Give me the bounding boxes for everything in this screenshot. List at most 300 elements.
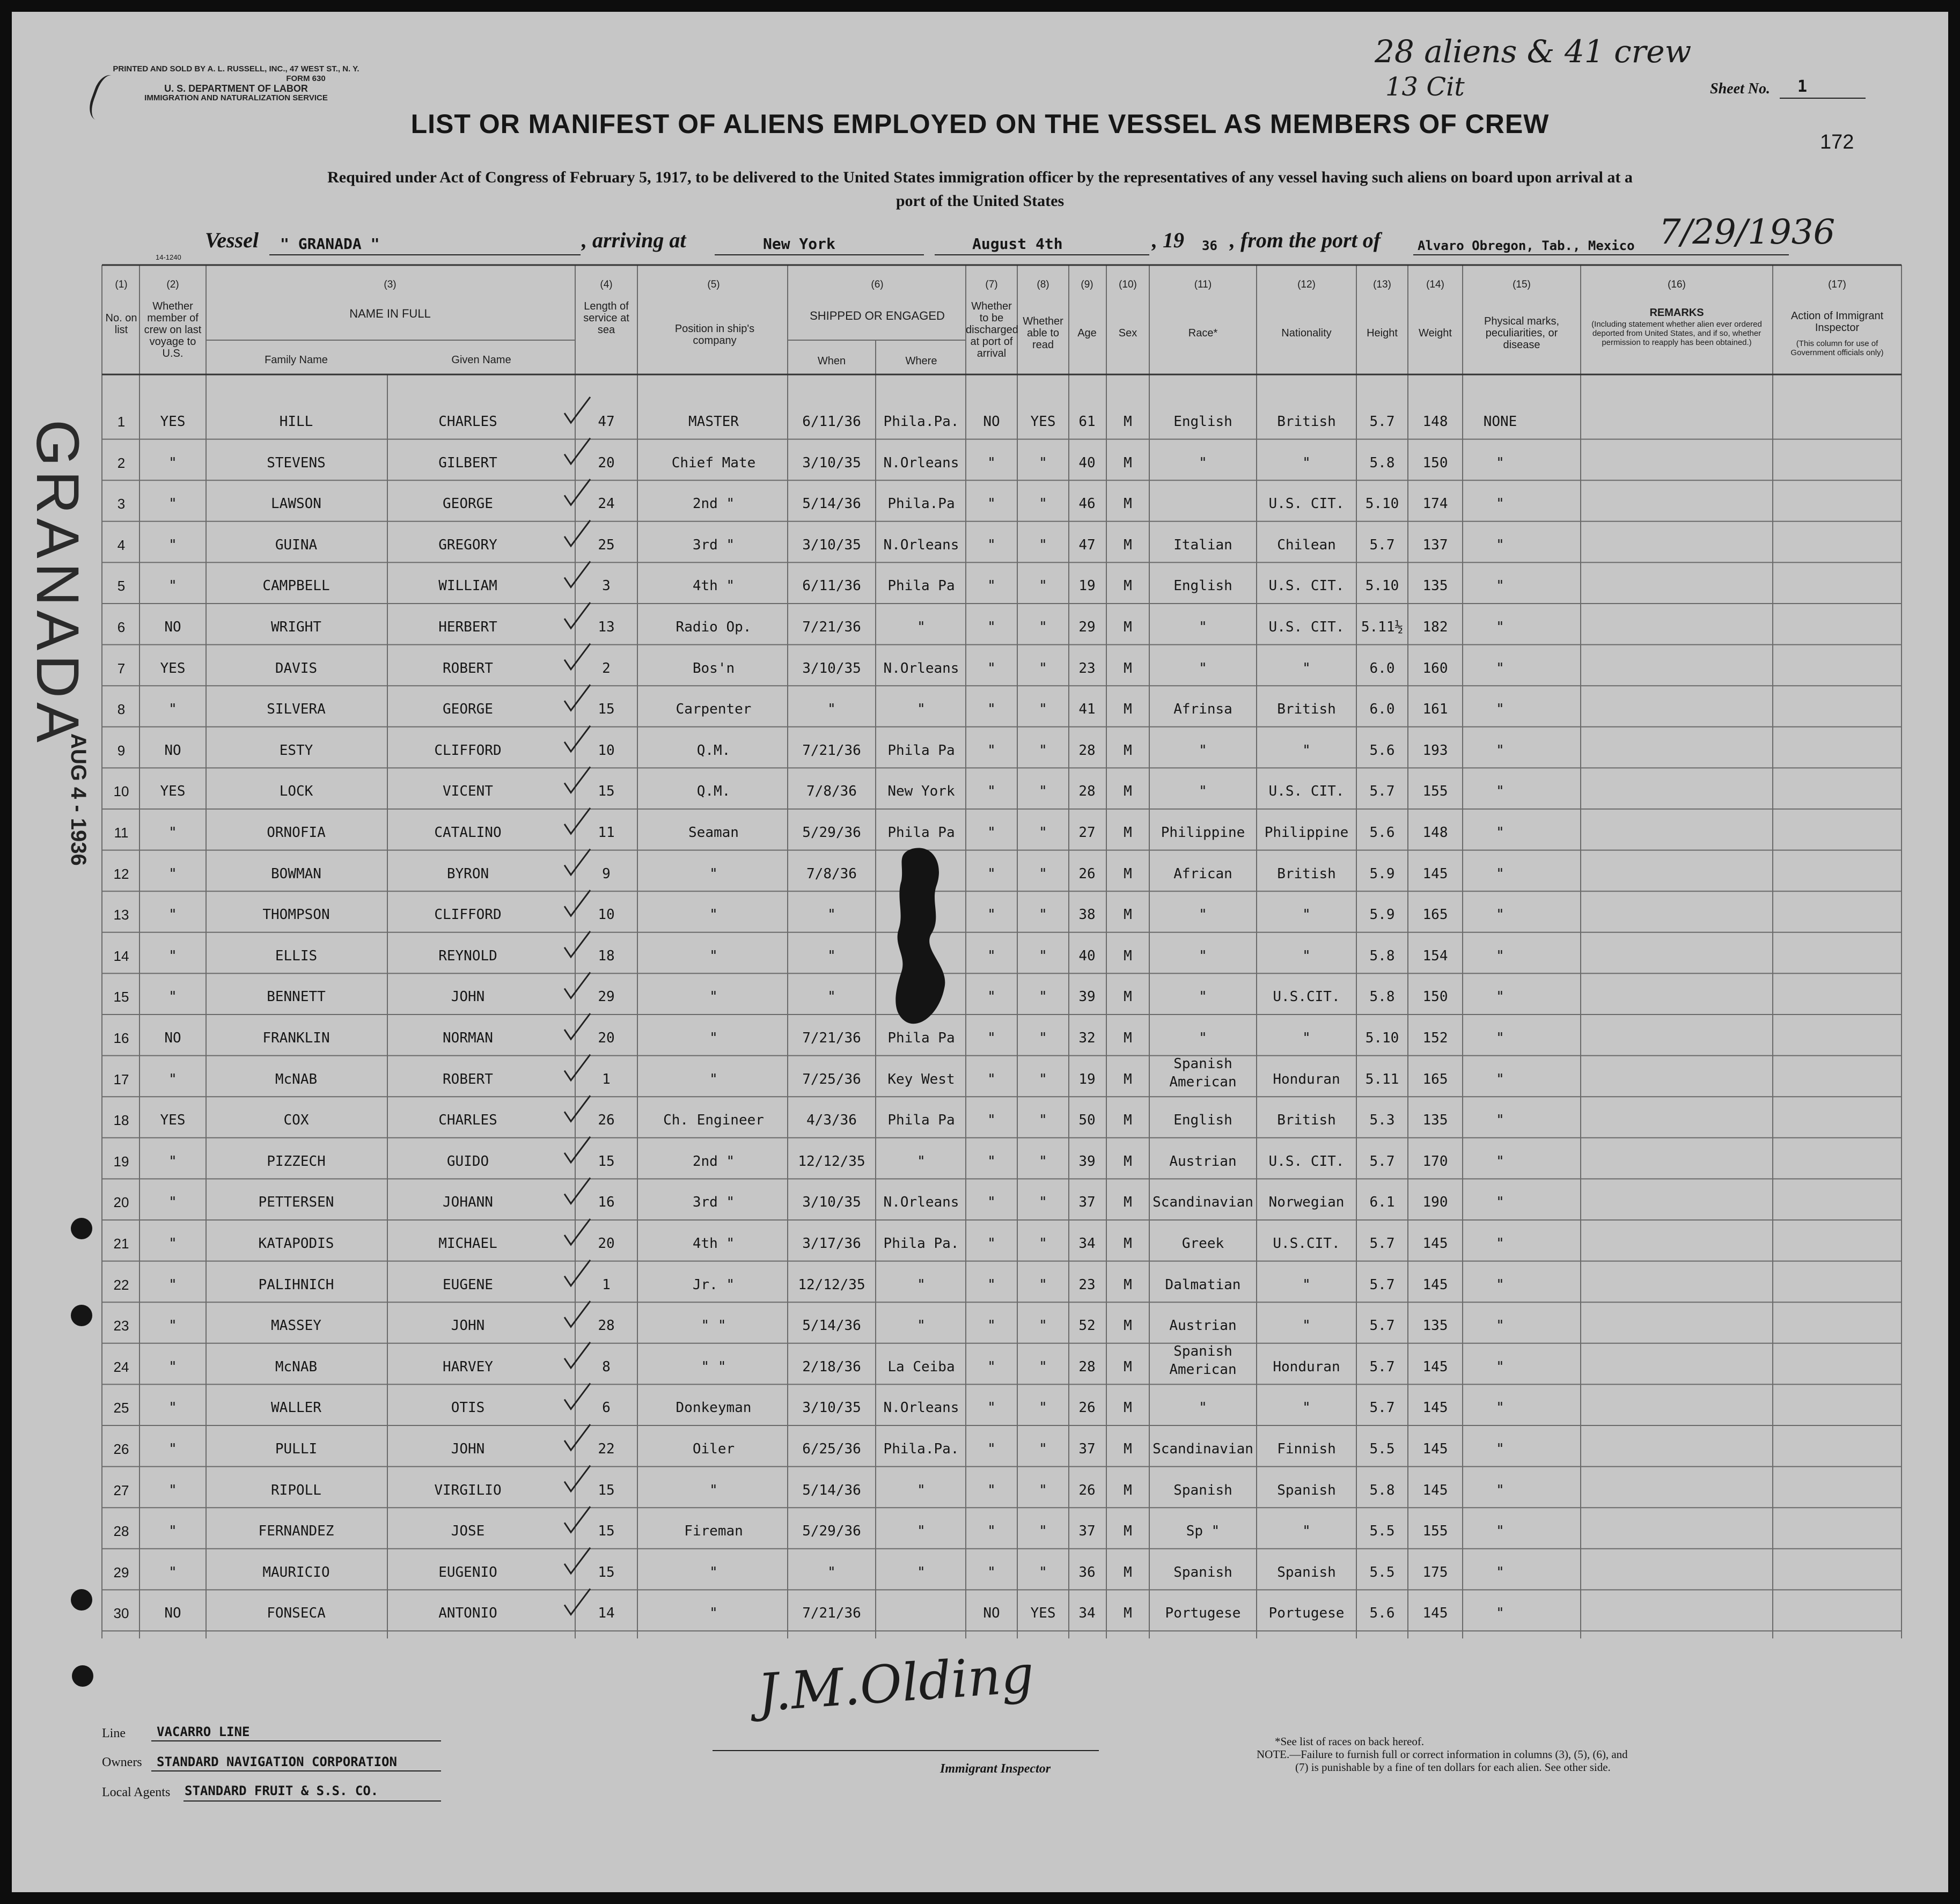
cell-position: 2nd " <box>692 1153 735 1170</box>
cell-weight: 135 <box>1422 1318 1448 1334</box>
cell-weight: 135 <box>1422 1112 1448 1129</box>
agents-underline <box>183 1800 441 1802</box>
cell-race: English <box>1173 1112 1232 1129</box>
cell-service: 1 <box>602 1276 611 1293</box>
cell-prev: YES <box>160 1112 186 1129</box>
cell-where: N.Orleans <box>883 454 959 471</box>
cell-height: 5.5 <box>1369 1564 1395 1580</box>
col-header-previous-voyage: Whether member of crew on last voyage to U.S. <box>144 300 202 359</box>
line-value: VACARRO LINE <box>157 1724 250 1739</box>
cell-no: 19 <box>113 1153 129 1170</box>
cell-given: HERBERT <box>438 619 497 635</box>
cell-sex: M <box>1124 907 1132 923</box>
col-header-remarks-note: (Including statement whether alien ever ordered deported from United States, and if so, whether permission to reapply has been obtained.) <box>1591 320 1762 347</box>
cell-where: Phila Pa <box>887 825 955 841</box>
cell-height: 5.7 <box>1369 536 1395 553</box>
sheet-number-value: 1 <box>1797 77 1808 96</box>
cell-age: 34 <box>1078 1236 1096 1252</box>
line-underline <box>151 1740 441 1741</box>
cell-age: 36 <box>1078 1564 1096 1580</box>
cell-height: 5.6 <box>1369 742 1395 759</box>
cell-read: " <box>1039 865 1047 882</box>
cell-family: LAWSON <box>271 496 321 512</box>
crew-row <box>12 975 1948 1016</box>
owners-label: Owners <box>102 1755 142 1769</box>
cell-weight: 150 <box>1422 454 1448 471</box>
cell-given: VICENT <box>443 783 493 800</box>
cell-where: Phila.Pa. <box>883 1441 959 1457</box>
cell-discharged: " <box>987 1564 996 1580</box>
col-header-given-name: Given Name <box>451 354 511 366</box>
cell-service: 18 <box>598 947 615 964</box>
cell-weight: 160 <box>1422 660 1448 677</box>
cell-height: 5.10 <box>1365 1030 1399 1046</box>
cell-marks: " <box>1496 783 1504 800</box>
cell-race: " <box>1199 742 1207 759</box>
signature-underline <box>713 1750 1099 1751</box>
cell-discharged: " <box>987 1400 996 1416</box>
cell-given: GUIDO <box>446 1153 489 1170</box>
cell-nationality: " <box>1302 1523 1311 1540</box>
cell-sex: M <box>1124 1153 1132 1170</box>
cell-given: OTIS <box>451 1400 485 1416</box>
cell-position: " <box>709 1564 718 1580</box>
cell-when: 12/12/35 <box>798 1276 865 1293</box>
cell-family: McNAB <box>275 1358 318 1375</box>
cell-height: 5.7 <box>1369 783 1395 800</box>
cell-marks: " <box>1496 825 1504 841</box>
cell-prev: " <box>168 1236 177 1252</box>
col-header-when: When <box>817 355 846 367</box>
cell-race: English <box>1173 414 1232 430</box>
col-number-6: (6) <box>871 279 884 290</box>
cell-no: 16 <box>113 1030 129 1046</box>
cell-discharged: " <box>987 989 996 1005</box>
cell-where: Phila.Pa <box>887 496 955 512</box>
cell-family: GUINA <box>275 536 318 553</box>
from-port-label: , from the port of <box>1230 228 1381 252</box>
cell-sex: M <box>1124 578 1132 594</box>
cell-when: 7/8/36 <box>806 865 857 882</box>
cell-prev: " <box>168 496 177 512</box>
cell-position: Bos'n <box>692 660 735 677</box>
cell-age: 39 <box>1078 1153 1096 1170</box>
cell-no: 11 <box>114 825 129 841</box>
cell-weight: 155 <box>1422 1523 1448 1540</box>
cell-no: 13 <box>113 907 129 923</box>
cell-when: " <box>827 907 836 923</box>
cell-family: THOMPSON <box>262 907 330 923</box>
cell-service: 25 <box>598 536 615 553</box>
cell-height: 5.9 <box>1369 907 1395 923</box>
crew-row <box>12 893 1948 934</box>
cell-family: HILL <box>279 414 313 430</box>
cell-nationality: Norwegian <box>1268 1194 1345 1211</box>
cell-no: 22 <box>113 1276 129 1293</box>
cell-given: VIRGILIO <box>434 1482 502 1498</box>
cell-no: 24 <box>113 1358 129 1375</box>
cell-sex: M <box>1124 660 1132 677</box>
cell-age: 37 <box>1078 1441 1096 1457</box>
cell-read: " <box>1039 825 1047 841</box>
cell-prev: " <box>168 1400 177 1416</box>
cell-race: Greek <box>1181 1236 1224 1252</box>
cell-position: Q.M. <box>696 742 731 759</box>
cell-given: JOHANN <box>443 1194 493 1211</box>
cell-service: 15 <box>598 783 615 800</box>
cell-service: 10 <box>598 742 615 759</box>
cell-position: 4th " <box>692 1236 735 1252</box>
col-header-inspector-action: Action of Immigrant Inspector <box>1790 310 1884 334</box>
cell-weight: 137 <box>1422 536 1448 553</box>
col-header-where: Where <box>905 355 937 367</box>
cell-service: 29 <box>598 989 615 1005</box>
cell-race: " <box>1199 947 1207 964</box>
cell-service: 26 <box>598 1112 615 1129</box>
col-header-nationality: Nationality <box>1281 327 1332 339</box>
cell-given: ROBERT <box>443 660 493 677</box>
races-note: *See list of races on back hereof. <box>1275 1735 1425 1748</box>
cell-prev: " <box>168 578 177 594</box>
cell-when: " <box>827 701 836 718</box>
ink-blot <box>885 843 960 1036</box>
cell-read: " <box>1039 1071 1047 1087</box>
cell-no: 14 <box>113 947 129 964</box>
cell-weight: 152 <box>1422 1030 1448 1046</box>
cell-nationality: " <box>1302 907 1311 923</box>
col-number-14: (14) <box>1426 279 1444 290</box>
cell-given: CLIFFORD <box>434 742 502 759</box>
cell-marks: " <box>1496 536 1504 553</box>
col-number-15: (15) <box>1513 279 1531 290</box>
col-header-physical-marks: Physical marks, peculiarities, or disease <box>1484 315 1560 351</box>
cell-where: Phila Pa <box>887 578 955 594</box>
handwritten-departure-date: 7/29/1936 <box>1659 212 1836 252</box>
cell-race: Sp " <box>1186 1523 1220 1540</box>
cell-sex: M <box>1124 1071 1132 1087</box>
cell-height: 5.8 <box>1369 1482 1395 1498</box>
cell-marks: " <box>1496 1276 1504 1293</box>
cell-given: CHARLES <box>438 1112 497 1129</box>
cell-family: BOWMAN <box>271 865 321 882</box>
cell-weight: 165 <box>1422 907 1448 923</box>
cell-discharged: " <box>987 454 996 471</box>
cell-read: " <box>1039 907 1047 923</box>
cell-no: 2 <box>117 454 126 471</box>
cell-race: Spanish American <box>1169 1343 1237 1378</box>
cell-position: " <box>709 1605 718 1622</box>
cell-marks: " <box>1496 1523 1504 1540</box>
col-header-family-name: Family Name <box>265 354 328 366</box>
cell-nationality: Chilean <box>1277 536 1336 553</box>
cell-race: Philippine <box>1161 825 1245 841</box>
cell-when: 7/21/36 <box>802 1605 861 1622</box>
cell-age: 26 <box>1078 1482 1096 1498</box>
cell-read: YES <box>1030 1605 1056 1622</box>
cell-where: Phila Pa <box>887 1112 955 1129</box>
cell-when: 3/10/35 <box>802 1194 861 1211</box>
cell-service: 14 <box>598 1605 615 1622</box>
cell-marks: " <box>1496 1482 1504 1498</box>
cell-given: MICHAEL <box>438 1236 497 1252</box>
cell-nationality: U.S. CIT. <box>1268 496 1345 512</box>
cell-position: " " <box>701 1318 726 1334</box>
inspector-label: Immigrant Inspector <box>940 1762 1051 1776</box>
cell-read: " <box>1039 496 1047 512</box>
cell-discharged: " <box>987 1318 996 1334</box>
cell-height: 5.10 <box>1365 578 1399 594</box>
cell-no: 15 <box>113 989 129 1005</box>
cell-read: " <box>1039 1236 1047 1252</box>
cell-family: FERNANDEZ <box>258 1523 334 1540</box>
cell-no: 27 <box>113 1482 129 1498</box>
cell-weight: 182 <box>1422 619 1448 635</box>
cell-discharged: " <box>987 496 996 512</box>
cell-age: 23 <box>1078 1276 1096 1293</box>
cell-where: " <box>917 1482 926 1498</box>
cell-sex: M <box>1124 1318 1132 1334</box>
agents-label: Local Agents <box>102 1785 171 1799</box>
cell-position: Oiler <box>692 1441 735 1457</box>
cell-sex: M <box>1124 1441 1132 1457</box>
cell-age: 29 <box>1078 619 1096 635</box>
cell-race: " <box>1199 660 1207 677</box>
cell-height: 5.10 <box>1365 496 1399 512</box>
cell-prev: " <box>168 1441 177 1457</box>
cell-prev: " <box>168 536 177 553</box>
cell-family: PULLI <box>275 1441 318 1457</box>
cell-where: " <box>917 1153 926 1170</box>
cell-race: Spanish American <box>1169 1055 1237 1090</box>
cell-nationality: Honduran <box>1273 1358 1340 1375</box>
cell-service: 2 <box>602 660 611 677</box>
cell-age: 32 <box>1078 1030 1096 1046</box>
cell-given: GILBERT <box>438 454 497 471</box>
cell-race: Austrian <box>1169 1153 1237 1170</box>
col-number-7: (7) <box>985 279 998 290</box>
cell-where: " <box>917 1564 926 1580</box>
cell-when: 12/12/35 <box>798 1153 865 1170</box>
cell-when: 4/3/36 <box>806 1112 857 1129</box>
cell-age: 40 <box>1078 454 1096 471</box>
cell-age: 46 <box>1078 496 1096 512</box>
col-header-shipped-or-engaged: SHIPPED OR ENGAGED <box>810 309 945 322</box>
cell-nationality: U.S.CIT. <box>1273 1236 1340 1252</box>
agents-value: STANDARD FRUIT & S.S. CO. <box>185 1783 379 1798</box>
cell-given: CHARLES <box>438 414 497 430</box>
cell-service: 22 <box>598 1441 615 1457</box>
cell-race: English <box>1173 578 1232 594</box>
crew-row <box>12 606 1948 646</box>
cell-discharged: " <box>987 907 996 923</box>
crew-row <box>12 442 1948 482</box>
cell-age: 50 <box>1078 1112 1096 1129</box>
cell-age: 26 <box>1078 865 1096 882</box>
cell-service: 15 <box>598 1153 615 1170</box>
cell-prev: " <box>168 825 177 841</box>
cell-service: 8 <box>602 1358 611 1375</box>
cell-when: 6/11/36 <box>802 414 861 430</box>
cell-height: 6.1 <box>1369 1194 1395 1211</box>
cell-age: 19 <box>1078 1071 1096 1087</box>
cell-read: " <box>1039 1564 1047 1580</box>
cell-family: PIZZECH <box>267 1153 326 1170</box>
cell-family: WALLER <box>271 1400 321 1416</box>
crew-row <box>12 729 1948 770</box>
cell-where: N.Orleans <box>883 536 959 553</box>
cell-nationality: British <box>1277 865 1336 882</box>
col-header-no-on-list: No. on list <box>105 312 137 336</box>
col-number-10: (10) <box>1119 279 1137 290</box>
crew-row <box>12 811 1948 852</box>
crew-row <box>12 1592 1948 1633</box>
cell-marks: " <box>1496 578 1504 594</box>
cell-sex: M <box>1124 947 1132 964</box>
line-label: Line <box>102 1726 126 1740</box>
cell-sex: M <box>1124 1030 1132 1046</box>
cell-family: DAVIS <box>275 660 318 677</box>
cell-weight: 175 <box>1422 1564 1448 1580</box>
col-header-to-be-discharged: Whether to be discharged at port of arrival <box>966 300 1018 359</box>
cell-read: " <box>1039 1276 1047 1293</box>
cell-weight: 145 <box>1422 1276 1448 1293</box>
handwritten-citizen-count: 13 Cit <box>1385 72 1465 102</box>
crew-row <box>12 1263 1948 1304</box>
cell-sex: M <box>1124 1482 1132 1498</box>
cell-where: N.Orleans <box>883 1194 959 1211</box>
cell-sex: M <box>1124 825 1132 841</box>
cell-position: " <box>709 865 718 882</box>
crew-row <box>12 482 1948 523</box>
cell-where: Phila Pa <box>887 1030 955 1046</box>
cell-sex: M <box>1124 1276 1132 1293</box>
punch-hole <box>72 1665 93 1687</box>
cell-nationality: " <box>1302 454 1311 471</box>
col-header-age: Age <box>1077 327 1097 339</box>
cell-given: HARVEY <box>443 1358 493 1375</box>
cell-read: " <box>1039 989 1047 1005</box>
cell-nationality: Honduran <box>1273 1071 1340 1087</box>
cell-discharged: NO <box>983 414 1000 430</box>
cell-position: Radio Op. <box>676 619 752 635</box>
form-code: 14-1240 <box>156 253 181 261</box>
crew-row <box>12 1140 1948 1181</box>
col-header-length-of-service: Length of service at sea <box>583 300 629 336</box>
cell-prev: YES <box>160 783 186 800</box>
cell-prev: NO <box>164 1605 181 1622</box>
form-number: FORM 630 <box>286 74 326 83</box>
crew-row <box>12 1099 1948 1140</box>
cell-marks: " <box>1496 1400 1504 1416</box>
cell-age: 41 <box>1078 701 1096 718</box>
crew-row <box>12 1510 1948 1550</box>
cell-nationality: " <box>1302 660 1311 677</box>
cell-given: ANTONIO <box>438 1605 497 1622</box>
cell-prev: " <box>168 947 177 964</box>
cell-race: " <box>1199 907 1207 923</box>
cell-no: 20 <box>113 1194 129 1211</box>
cell-nationality: Finnish <box>1277 1441 1336 1457</box>
cell-marks: " <box>1496 865 1504 882</box>
cell-position: " <box>709 989 718 1005</box>
col-number-13: (13) <box>1373 279 1391 290</box>
cell-marks: " <box>1496 1071 1504 1087</box>
cell-when: 3/10/35 <box>802 536 861 553</box>
crew-row <box>12 647 1948 688</box>
cell-discharged: " <box>987 1523 996 1540</box>
cell-nationality: Spanish <box>1277 1482 1336 1498</box>
cell-service: 9 <box>602 865 611 882</box>
subtitle-line2: port of the United States <box>895 192 1065 210</box>
cell-position: Q.M. <box>696 783 731 800</box>
cell-weight: 170 <box>1422 1153 1448 1170</box>
cell-weight: 190 <box>1422 1194 1448 1211</box>
cell-no: 10 <box>113 783 129 800</box>
cell-weight: 150 <box>1422 989 1448 1005</box>
cell-weight: 135 <box>1422 578 1448 594</box>
crew-row <box>12 1386 1948 1427</box>
cell-no: 6 <box>117 619 126 635</box>
printer-line: PRINTED AND SOLD BY A. L. RUSSELL, INC., 47 WEST ST., N. Y. <box>113 64 359 73</box>
crew-row <box>12 935 1948 975</box>
cell-height: 6.0 <box>1369 701 1395 718</box>
crew-row <box>12 1428 1948 1468</box>
cell-where: Phila Pa. <box>883 1236 959 1252</box>
cell-height: 5.7 <box>1369 1236 1395 1252</box>
cell-weight: 165 <box>1422 1071 1448 1087</box>
cell-family: MAURICIO <box>262 1564 330 1580</box>
cell-race: Spanish <box>1173 1482 1232 1498</box>
cell-where: Phila Pa <box>887 742 955 759</box>
cell-age: 28 <box>1078 742 1096 759</box>
cell-height: 5.5 <box>1369 1523 1395 1540</box>
cell-prev: " <box>168 1071 177 1087</box>
cell-age: 47 <box>1078 536 1096 553</box>
col-number-2: (2) <box>166 279 179 290</box>
cell-when: 6/25/36 <box>802 1441 861 1457</box>
inspector-signature: J.M.Olding <box>755 1644 1036 1723</box>
cell-sex: M <box>1124 619 1132 635</box>
cell-prev: YES <box>160 414 186 430</box>
cell-height: 5.6 <box>1369 825 1395 841</box>
cell-age: 34 <box>1078 1605 1096 1622</box>
crew-row <box>12 564 1948 605</box>
cell-read: " <box>1039 701 1047 718</box>
cell-height: 5.8 <box>1369 454 1395 471</box>
cell-when: 5/14/36 <box>802 1318 861 1334</box>
cell-marks: " <box>1496 947 1504 964</box>
cell-read: " <box>1039 1153 1047 1170</box>
side-vessel-name-stamp: GRANADA <box>24 420 91 747</box>
cell-sex: M <box>1124 1605 1132 1622</box>
punch-hole <box>71 1589 92 1611</box>
cell-given: JOHN <box>451 1318 485 1334</box>
cell-nationality: British <box>1277 1112 1336 1129</box>
cell-marks: " <box>1496 1318 1504 1334</box>
cell-marks: " <box>1496 1153 1504 1170</box>
cell-marks: " <box>1496 1112 1504 1129</box>
cell-service: 3 <box>602 578 611 594</box>
cell-age: 27 <box>1078 825 1096 841</box>
crew-row <box>12 400 1948 441</box>
cell-given: BYRON <box>446 865 489 882</box>
cell-race: " <box>1199 989 1207 1005</box>
cell-age: 37 <box>1078 1194 1096 1211</box>
cell-when: 3/17/36 <box>802 1236 861 1252</box>
cell-no: 30 <box>113 1605 129 1622</box>
cell-given: JOHN <box>451 1441 485 1457</box>
col-number-1: (1) <box>115 279 128 290</box>
